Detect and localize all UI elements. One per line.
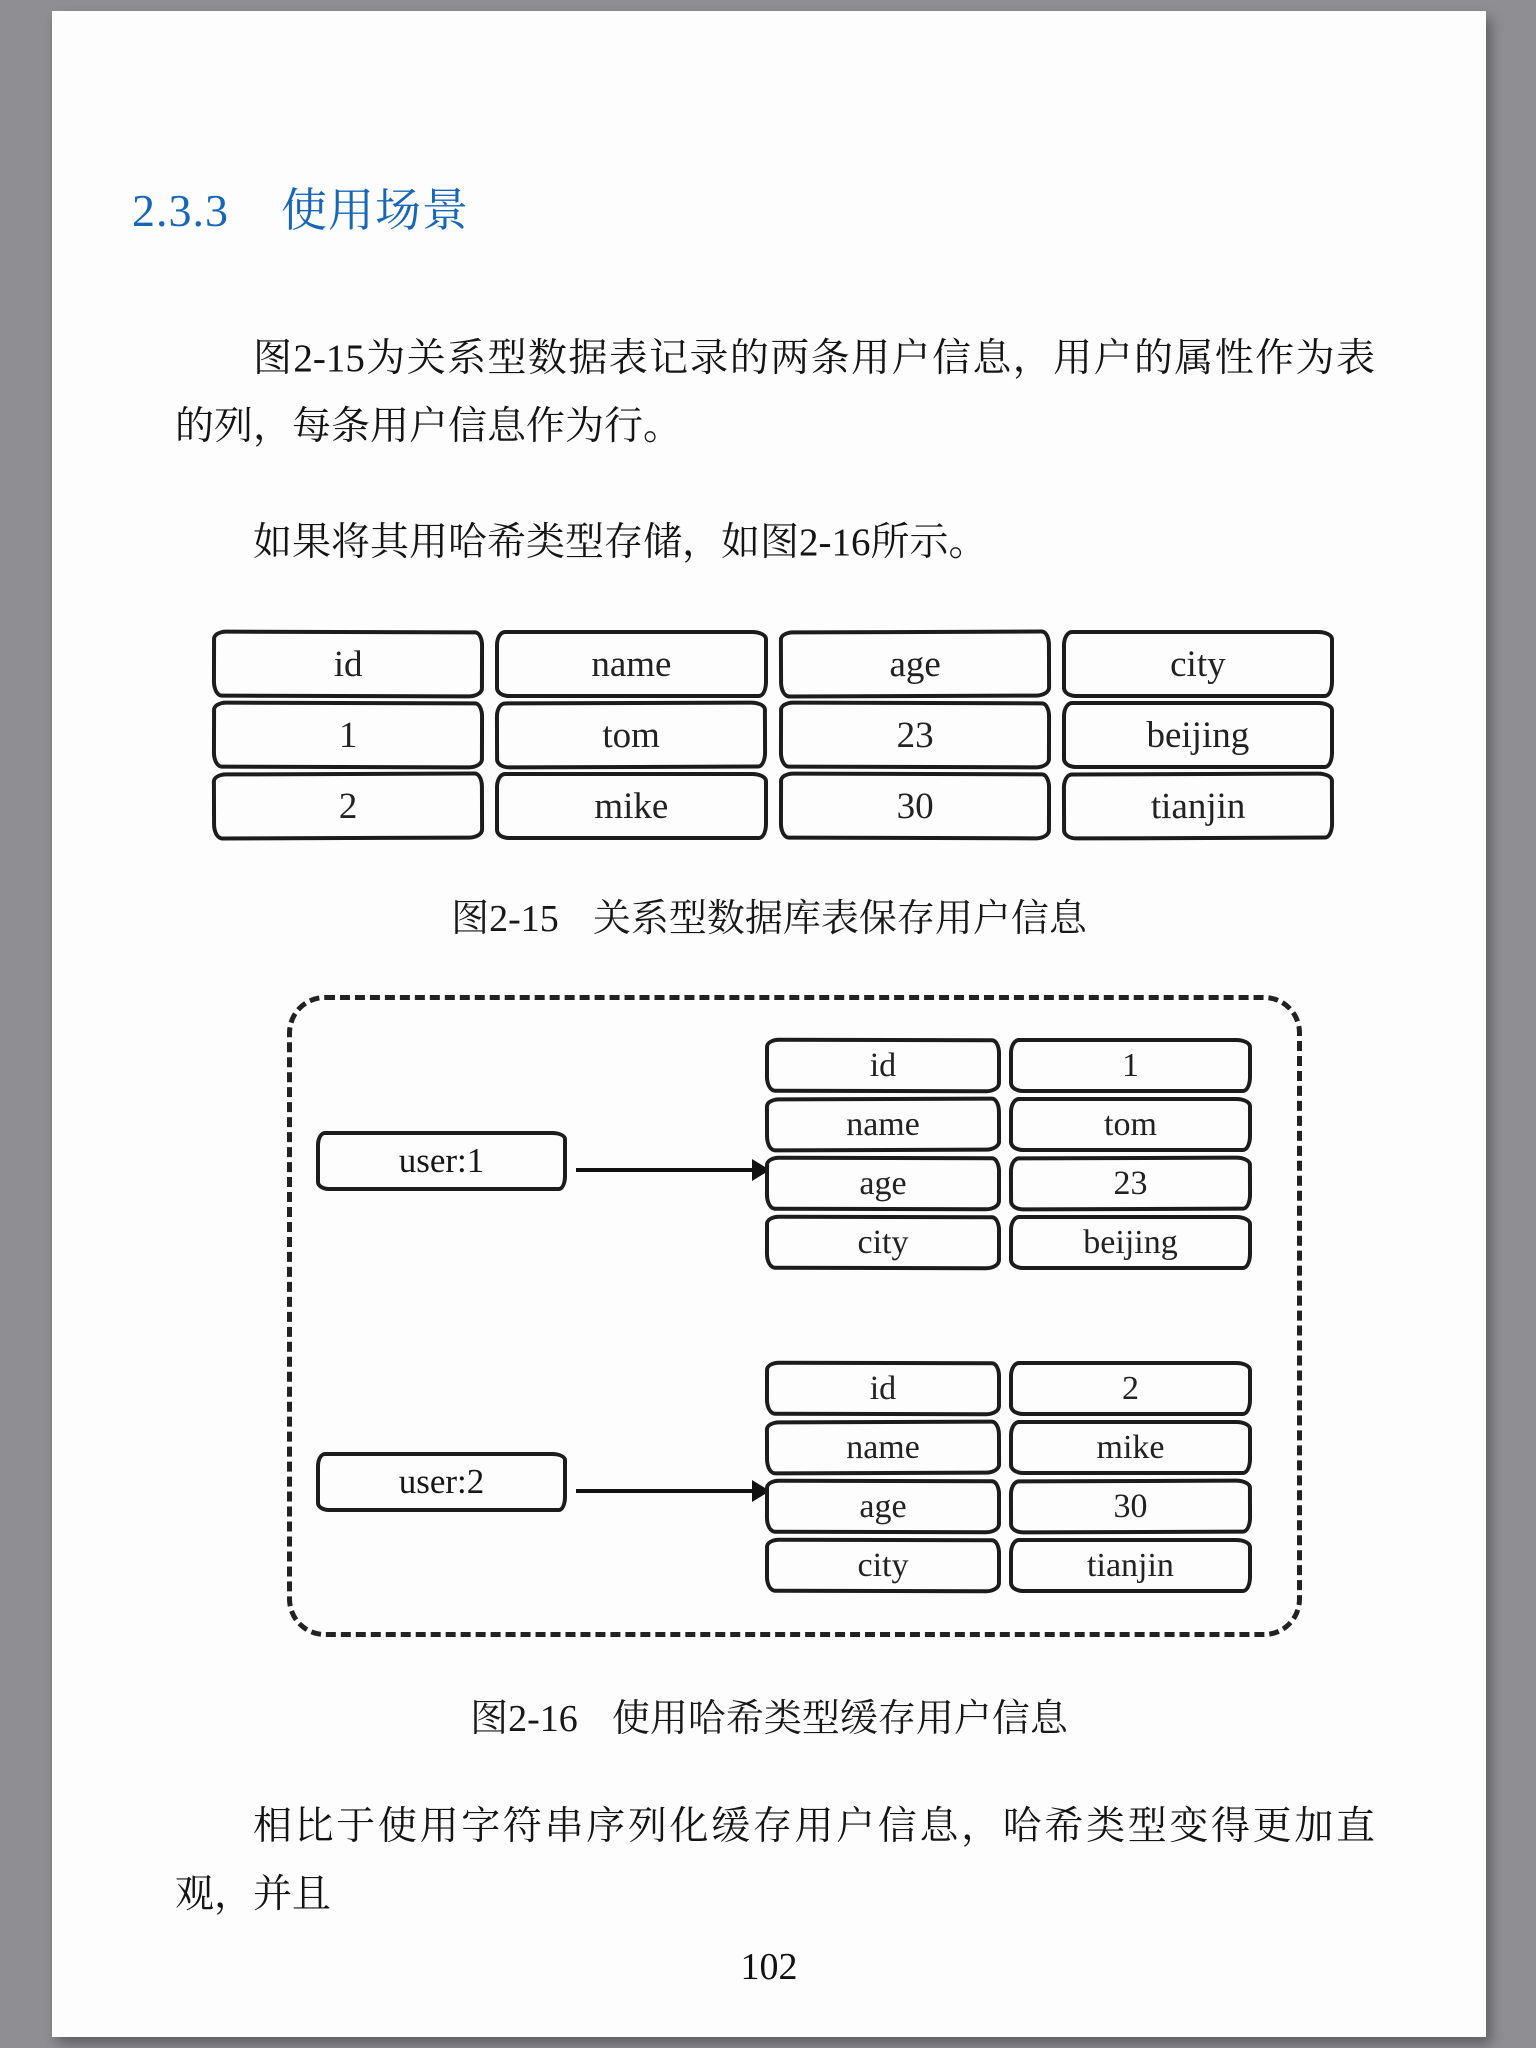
table-cell: tianjin: [1062, 772, 1334, 841]
table-header-age: age: [778, 630, 1050, 699]
redis-key-box-user1: user:1: [316, 1131, 567, 1191]
table-cell: 2: [212, 772, 484, 841]
table-cell: tom: [495, 701, 767, 770]
value-cell: mike: [1009, 1420, 1252, 1475]
section-number: 2.3.3: [132, 185, 229, 236]
field-cell: city: [765, 1538, 1001, 1594]
user2-field-value-table: [765, 1361, 1300, 1593]
book-page: [52, 11, 1486, 2037]
user1-field-value-table: [765, 1038, 1300, 1270]
figure-2-16-hash-diagram: [287, 995, 1302, 1637]
value-cell: 2: [1009, 1361, 1252, 1416]
table-cell: 30: [778, 772, 1050, 841]
table-header-name: name: [495, 630, 767, 698]
value-cell: tianjin: [1009, 1538, 1252, 1593]
field-cell: age: [765, 1479, 1001, 1535]
field-cell: name: [765, 1420, 1001, 1476]
field-cell: id: [765, 1361, 1001, 1417]
figure-2-16-caption-text: 使用哈希类型缓存用户信息: [611, 1698, 1068, 1740]
field-cell: city: [765, 1215, 1001, 1271]
figure-2-15-relational-table: [212, 630, 1334, 840]
figure-2-15-caption-text: 关系型数据库表保存用户信息: [592, 898, 1087, 940]
table-cell: beijing: [1062, 701, 1334, 769]
figure-2-15-caption: [52, 887, 1486, 942]
value-cell: beijing: [1009, 1215, 1252, 1270]
table-header-city: city: [1062, 630, 1334, 698]
paragraph-hash-storage: 如果将其用哈希类型存储，如图2-16所示。: [253, 521, 988, 564]
field-cell: name: [765, 1097, 1001, 1153]
value-cell: 1: [1009, 1038, 1252, 1093]
table-cell: mike: [495, 772, 767, 840]
value-cell: 23: [1009, 1156, 1252, 1212]
figure-2-15-caption-label: 图2-15: [451, 898, 559, 940]
section-heading: [132, 183, 469, 238]
table-cell: 23: [778, 701, 1050, 770]
figure-2-16-caption-label: 图2-16: [470, 1698, 578, 1740]
section-title: 使用场景: [281, 185, 469, 236]
redis-key-box-user2: user:2: [316, 1452, 567, 1512]
value-cell: 30: [1009, 1479, 1252, 1535]
arrow-user2-to-fields: [576, 1489, 754, 1493]
paragraph-hash-vs-string: 相比于使用字符串序列化缓存用户信息，哈希类型变得更加直观，并且: [175, 1805, 1375, 1916]
field-cell: id: [765, 1038, 1001, 1094]
table-cell: 1: [212, 701, 484, 770]
table-header-id: id: [212, 630, 484, 699]
arrow-user1-to-fields: [576, 1168, 754, 1172]
value-cell: tom: [1009, 1097, 1252, 1152]
figure-2-16-caption: [52, 1687, 1486, 1742]
field-cell: age: [765, 1156, 1001, 1212]
page-number: 102: [740, 1946, 798, 1988]
paragraph-figure-2-15-intro: 图2-15为关系型数据表记录的两条用户信息，用户的属性作为表的列，每条用户信息作为行。: [175, 337, 1375, 448]
